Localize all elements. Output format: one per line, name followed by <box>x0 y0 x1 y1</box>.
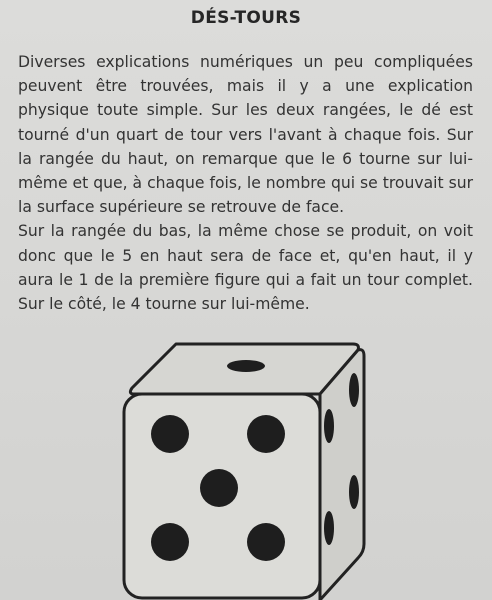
page-title: DÉS-TOURS <box>190 8 302 28</box>
paragraph-2: Sur la rangée du bas, la même chose se produit, on voit donc que le 5 en haut sera de face et, qu'en haut, il y aura le 1 de la première figure qui a fait un tour complet. Sur le côté, le 4 tourne sur lui-même. <box>18 222 473 314</box>
front-pip-center <box>200 469 238 507</box>
front-pip-top-right <box>247 415 285 453</box>
side-pip-top-back <box>349 373 359 407</box>
answer-text <box>18 50 473 316</box>
side-pip-bottom-back <box>349 475 359 509</box>
front-pip-bottom-right <box>247 523 285 561</box>
side-pip-top-front <box>324 409 334 443</box>
die-illustration <box>118 338 378 600</box>
paragraph-1: Diverses explications numériques un peu compliquées peuvent être trouvées, mais il y a une explication physique toute simple. Sur les deux rangées, le dé est tourné d'un quart de tour vers l'avant à chaque fois. Sur la rangée du haut, on remarque que le 6 tourne sur lui-même et que, à chaque fois, le nombre qui se trouvait sur la surface supérieure se retrouve de face. <box>18 53 473 217</box>
front-pip-top-left <box>151 415 189 453</box>
side-pip-bottom-front <box>324 511 334 545</box>
front-pip-bottom-left <box>151 523 189 561</box>
top-pip <box>227 360 265 372</box>
